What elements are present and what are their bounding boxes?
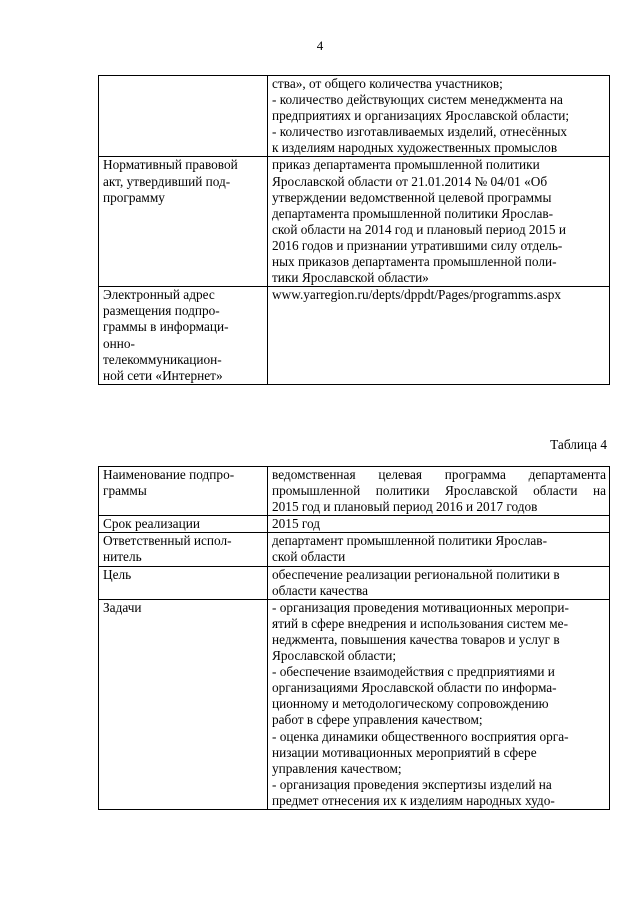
page-number: 4 [316,38,324,53]
value-cell [268,157,610,287]
value-cell [268,467,610,516]
text-line: - количество действующих систем менеджмента на [272,92,563,108]
text-line: Цель [103,566,132,582]
text-line: ятий в сфере внедрения и использования систем ме- [272,615,569,631]
table-row [99,516,610,533]
label-cell [99,533,268,566]
label-cell [99,566,268,599]
text-line: обеспечение реализации региональной политики в [272,566,560,582]
value-cell [268,516,610,533]
value-cell [268,533,610,566]
text-line: Ответственный испол- [103,533,232,549]
text-line: 2015 год и плановый период 2016 и 2017 годов [272,499,538,515]
text-line: 2016 годов и признании утратившими силу отдель- [272,237,563,253]
text-line: - оценка динамики общественного восприятия орга- [272,728,569,744]
text-line: Электронный адрес [103,287,215,303]
text-line: нитель [103,549,142,565]
value-cell [268,76,610,157]
text-line: ской области на 2014 год и плановый период 2015 и [272,221,566,237]
text-line: предприятиях и организациях Ярославской области; [272,108,570,124]
text-line: ской области [272,549,346,565]
text-line: Нормативный правовой [103,157,238,173]
text-line: - обеспечение взаимодействия с предприятиями и [272,664,555,680]
text-line: Срок реализации [103,516,200,532]
table-row [99,566,610,599]
table-row [99,467,610,516]
text-line: тики Ярославской области» [272,270,429,286]
label-cell [99,157,268,287]
table-row [99,533,610,566]
subprogram-passport-table-continued [98,75,610,385]
text-line: предмет отнесения их к изделиям народных худо- [272,792,555,808]
text-line: приказ департамента промышленной политики [272,157,540,173]
text-line: утверждении ведомственной целевой программы [272,189,552,205]
label-cell [99,467,268,516]
url-text: www.yarregion.ru/depts/dppdt/Pages/programms.aspx [272,287,562,303]
text-line: ной сети «Интернет» [103,367,223,383]
text-line: неджмента, повышения качества товаров и услуг в [272,631,560,647]
table-caption: Таблица 4 [550,437,607,452]
text-line: организациями Ярославской области по информа- [272,680,557,696]
label-cell [99,516,268,533]
text-line: - количество изготавливаемых изделий, отнесённых [272,124,568,140]
text-line: 2015 год [272,516,321,532]
value-cell [268,566,610,599]
text-line: ведомственная целевая программа департамента [272,467,606,482]
text-line: программу [103,189,165,205]
text-line: граммы [103,483,147,499]
text-line: области качества [272,582,369,598]
text-line: - организация проведения мотивационных меропри- [272,599,569,615]
table-row [99,157,610,287]
text-line: ных приказов департамента промышленной поли- [272,254,557,270]
label-cell [99,287,268,385]
text-line: акт, утвердивший под- [103,173,231,189]
label-cell [99,599,268,809]
text-line: - организация проведения экспертизы изделий на [272,776,552,792]
text-line: телекоммуникацион- [103,351,222,367]
label-cell [99,76,268,157]
text-line: Ярославской области от 21.01.2014 № 04/01 «Об [272,173,548,189]
table-row [99,287,610,385]
table-row [99,599,610,809]
text-line: управления качеством; [272,760,402,776]
text-line: Ярославской области; [272,648,397,664]
text-line: департамент промышленной политики Ярослав- [272,533,548,549]
text-line: граммы в информаци- [103,319,229,335]
value-cell [268,599,610,809]
text-line: Задачи [103,599,142,615]
text-line: Наименование подпро- [103,467,235,482]
text-line: к изделиям народных художественных промыслов [272,140,558,156]
text-line: работ в сфере управления качеством; [272,712,483,728]
subprogram-passport-table [98,466,610,810]
text-line: ционному и методологическому сопровождению [272,696,549,712]
table-row [99,76,610,157]
text-line: промышленной политики Ярославской области на [272,483,606,499]
text-line: размещения подпро- [103,303,220,319]
text-line: ства», от общего количества участников; [272,76,503,91]
text-line: низации мотивационных мероприятий в сфере [272,744,537,760]
value-cell [268,287,610,385]
text-line: департамента промышленной политики Ярослав- [272,205,554,221]
text-line: онно- [103,335,135,351]
